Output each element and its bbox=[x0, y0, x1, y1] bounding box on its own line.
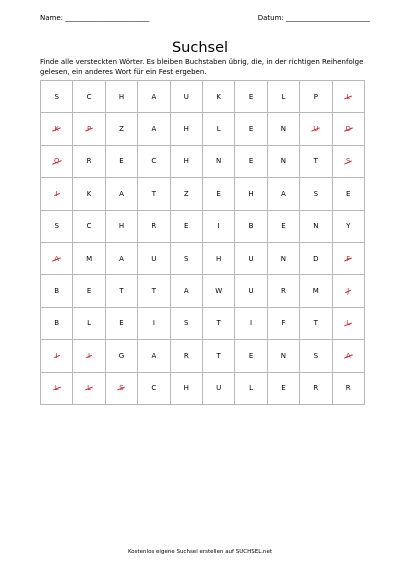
marked-letter: I bbox=[88, 351, 91, 360]
grid-letter: H bbox=[183, 157, 189, 166]
grid-cell bbox=[105, 340, 137, 372]
grid-cell bbox=[267, 242, 299, 274]
grid-cell bbox=[105, 145, 137, 177]
grid-letter: I bbox=[250, 319, 253, 328]
grid-cell bbox=[235, 178, 267, 210]
grid-cell bbox=[170, 242, 202, 274]
grid-letter: Z bbox=[119, 125, 124, 134]
grid-cell bbox=[73, 210, 105, 242]
grid-cell bbox=[73, 372, 105, 404]
grid-cell bbox=[332, 242, 364, 274]
grid-letter: E bbox=[345, 189, 351, 198]
grid-cell bbox=[235, 81, 267, 113]
grid-letter: A bbox=[151, 351, 157, 360]
grid-letter: F bbox=[281, 319, 286, 328]
grid-row bbox=[41, 178, 365, 210]
grid-cell bbox=[235, 113, 267, 145]
grid-row bbox=[41, 242, 365, 274]
grid-cell bbox=[105, 307, 137, 339]
marked-letter: A bbox=[54, 254, 60, 263]
grid-cell bbox=[332, 81, 364, 113]
grid-letter: E bbox=[216, 189, 221, 198]
grid-letter: S bbox=[54, 222, 59, 231]
grid-cell bbox=[267, 178, 299, 210]
grid-cell bbox=[235, 275, 267, 307]
grid-cell bbox=[41, 81, 73, 113]
grid-cell bbox=[300, 307, 332, 339]
grid-letter: K bbox=[86, 189, 92, 198]
grid-letter: E bbox=[86, 287, 92, 296]
grid-letter: T bbox=[151, 287, 156, 296]
grid-letter: L bbox=[281, 92, 286, 101]
grid-letter: N bbox=[280, 254, 287, 263]
grid-cell bbox=[41, 242, 73, 274]
grid-cell bbox=[73, 340, 105, 372]
grid-cell bbox=[170, 372, 202, 404]
footer-text: Kostenlos eigene Suchsel erstellen auf SUCHSEL.net bbox=[127, 549, 273, 555]
grid-cell bbox=[267, 307, 299, 339]
marked-letter: I bbox=[55, 351, 58, 360]
grid-cell bbox=[138, 275, 170, 307]
grid-cell bbox=[332, 178, 364, 210]
grid-cell bbox=[170, 178, 202, 210]
grid-cell bbox=[202, 340, 234, 372]
grid-cell bbox=[41, 340, 73, 372]
grid-cell bbox=[73, 307, 105, 339]
grid-cell bbox=[73, 145, 105, 177]
grid-cell bbox=[138, 372, 170, 404]
grid-cell bbox=[300, 340, 332, 372]
grid-cell bbox=[202, 372, 234, 404]
grid-letter: T bbox=[313, 319, 318, 328]
grid-letter: C bbox=[86, 92, 92, 101]
grid-letter: T bbox=[313, 157, 318, 166]
grid-letter: Y bbox=[346, 222, 351, 231]
marked-letter: S bbox=[345, 157, 351, 166]
grid-letter: E bbox=[248, 125, 254, 134]
date-field-label: Datum: ________________________ bbox=[257, 14, 370, 22]
grid-cell bbox=[202, 178, 234, 210]
grid-cell bbox=[332, 210, 364, 242]
grid-cell bbox=[41, 113, 73, 145]
grid-cell bbox=[267, 340, 299, 372]
grid-cell bbox=[332, 113, 364, 145]
grid-cell bbox=[73, 242, 105, 274]
grid-cell bbox=[41, 145, 73, 177]
grid-cell bbox=[267, 372, 299, 404]
grid-letter: H bbox=[183, 125, 189, 134]
grid-letter: H bbox=[118, 92, 125, 101]
grid-cell bbox=[300, 210, 332, 242]
grid-row bbox=[41, 340, 365, 372]
grid-cell bbox=[105, 242, 137, 274]
grid-row bbox=[41, 275, 365, 307]
grid-cell bbox=[235, 210, 267, 242]
grid-letter: D bbox=[313, 254, 319, 263]
grid-letter: E bbox=[248, 92, 254, 101]
marked-letter: A bbox=[345, 351, 351, 360]
grid-letter: U bbox=[248, 287, 254, 296]
marked-letter: K bbox=[54, 125, 59, 134]
marked-letter: Q bbox=[53, 157, 60, 166]
word-search-grid bbox=[40, 80, 365, 405]
marked-letter: I bbox=[55, 189, 58, 198]
grid-letter: U bbox=[216, 384, 222, 393]
grid-cell bbox=[332, 275, 364, 307]
grid-letter: L bbox=[87, 319, 92, 328]
grid-cell bbox=[202, 81, 234, 113]
grid-cell bbox=[73, 178, 105, 210]
grid-cell bbox=[202, 307, 234, 339]
grid-cell bbox=[202, 113, 234, 145]
grid-cell bbox=[202, 145, 234, 177]
grid-cell bbox=[170, 307, 202, 339]
grid-cell bbox=[300, 242, 332, 274]
grid-cell bbox=[332, 145, 364, 177]
grid-row bbox=[41, 210, 365, 242]
marked-letter: L bbox=[87, 384, 92, 393]
grid-letter: R bbox=[151, 222, 157, 231]
grid-letter: A bbox=[119, 254, 124, 263]
instructions-text: Finde alle versteckten Wörter. Es bleiben Buchstaben übrig, die, in der richtigen Reihenfolge gelesen, ein anderes Wort für ein Fest ergeben. bbox=[40, 58, 364, 76]
marked-letter: S bbox=[119, 384, 124, 393]
grid-letter: I bbox=[217, 222, 220, 231]
page-title: Suchsel bbox=[171, 40, 229, 56]
grid-letter: L bbox=[249, 384, 253, 393]
grid-letter: R bbox=[345, 384, 351, 393]
grid-letter: W bbox=[215, 287, 223, 296]
grid-cell bbox=[41, 178, 73, 210]
grid-cell bbox=[73, 81, 105, 113]
marked-letter: D bbox=[345, 125, 351, 134]
grid-cell bbox=[300, 372, 332, 404]
grid-letter: S bbox=[184, 319, 189, 328]
grid-cell bbox=[138, 242, 170, 274]
grid-cell bbox=[138, 178, 170, 210]
grid-cell bbox=[138, 113, 170, 145]
grid-letter: E bbox=[184, 222, 189, 231]
grid-letter: L bbox=[216, 125, 221, 134]
grid-cell bbox=[170, 275, 202, 307]
grid-cell bbox=[332, 340, 364, 372]
grid-cell bbox=[267, 113, 299, 145]
grid-cell bbox=[332, 372, 364, 404]
grid-letter: R bbox=[183, 351, 189, 360]
grid-letter: S bbox=[54, 92, 59, 101]
grid-cell bbox=[267, 145, 299, 177]
grid-letter: M bbox=[312, 287, 319, 296]
grid-letter: H bbox=[118, 222, 125, 231]
grid-letter: C bbox=[86, 222, 92, 231]
grid-cell bbox=[73, 113, 105, 145]
grid-cell bbox=[41, 210, 73, 242]
grid-cell bbox=[300, 145, 332, 177]
grid-letter: S bbox=[313, 189, 319, 198]
grid-cell bbox=[138, 340, 170, 372]
grid-letter: U bbox=[248, 254, 254, 263]
marked-letter: P bbox=[86, 125, 92, 134]
grid-cell bbox=[105, 178, 137, 210]
grid-cell bbox=[170, 145, 202, 177]
grid-cell bbox=[300, 275, 332, 307]
grid-letter: T bbox=[151, 189, 156, 198]
grid-cell bbox=[138, 81, 170, 113]
grid-cell bbox=[105, 210, 137, 242]
grid-letter: M bbox=[86, 254, 93, 263]
grid-cell bbox=[73, 275, 105, 307]
grid-letter: N bbox=[280, 125, 287, 134]
grid-letter: A bbox=[183, 287, 189, 296]
grid-letter: S bbox=[184, 254, 189, 263]
grid-cell bbox=[41, 307, 73, 339]
grid-cell bbox=[235, 242, 267, 274]
grid-letter: T bbox=[119, 287, 124, 296]
grid-cell bbox=[300, 113, 332, 145]
grid-cell bbox=[105, 81, 137, 113]
grid-letter: I bbox=[152, 319, 155, 328]
grid-row bbox=[41, 81, 365, 113]
grid-letter: E bbox=[119, 157, 124, 166]
grid-letter: N bbox=[313, 222, 319, 231]
grid-letter: R bbox=[313, 384, 319, 393]
grid-cell bbox=[138, 210, 170, 242]
grid-cell bbox=[170, 340, 202, 372]
grid-letter: B bbox=[54, 319, 60, 328]
grid-letter: R bbox=[280, 287, 286, 296]
grid-cell bbox=[41, 372, 73, 404]
grid-letter: Z bbox=[183, 189, 189, 198]
grid-cell bbox=[202, 210, 234, 242]
grid-letter: A bbox=[151, 125, 157, 134]
grid-letter: H bbox=[216, 254, 222, 263]
grid-row bbox=[41, 307, 365, 339]
grid-letter: C bbox=[151, 157, 157, 166]
grid-cell bbox=[267, 275, 299, 307]
grid-cell bbox=[105, 275, 137, 307]
marked-letter: L bbox=[346, 319, 351, 328]
grid-cell bbox=[138, 307, 170, 339]
grid-cell bbox=[138, 145, 170, 177]
grid-cell bbox=[300, 81, 332, 113]
grid-letter: A bbox=[119, 189, 124, 198]
grid-letter: T bbox=[216, 351, 221, 360]
grid-cell bbox=[235, 145, 267, 177]
grid-letter: T bbox=[216, 319, 221, 328]
grid-letter: E bbox=[248, 157, 254, 166]
grid-letter: C bbox=[151, 384, 157, 393]
grid-cell bbox=[235, 372, 267, 404]
grid-row bbox=[41, 113, 365, 145]
grid-cell bbox=[267, 210, 299, 242]
grid-cell bbox=[332, 307, 364, 339]
marked-letter: L bbox=[346, 92, 351, 101]
grid-letter: H bbox=[183, 384, 189, 393]
grid-letter: A bbox=[281, 189, 286, 198]
grid-letter: B bbox=[248, 222, 254, 231]
grid-letter: G bbox=[118, 351, 125, 360]
grid-cell bbox=[170, 113, 202, 145]
grid-letter: U bbox=[151, 254, 157, 263]
grid-letter: B bbox=[54, 287, 60, 296]
grid-letter: N bbox=[280, 351, 287, 360]
grid-cell bbox=[267, 81, 299, 113]
grid-letter: E bbox=[281, 384, 286, 393]
grid-row bbox=[41, 372, 365, 404]
grid-letter: H bbox=[248, 189, 254, 198]
grid-letter: U bbox=[183, 92, 189, 101]
grid-letter: K bbox=[216, 92, 221, 101]
grid-cell bbox=[170, 210, 202, 242]
marked-letter: J bbox=[347, 287, 350, 296]
marked-letter: L bbox=[54, 384, 59, 393]
grid-cell bbox=[235, 340, 267, 372]
name-field-label: Name: ________________________ bbox=[40, 14, 150, 22]
grid-letter: E bbox=[248, 351, 254, 360]
grid-row bbox=[41, 145, 365, 177]
grid-cell bbox=[235, 307, 267, 339]
grid-letter: N bbox=[280, 157, 287, 166]
grid-cell bbox=[202, 275, 234, 307]
grid-letter: A bbox=[151, 92, 157, 101]
grid-letter: S bbox=[313, 351, 319, 360]
grid-letter: R bbox=[86, 157, 92, 166]
grid-cell bbox=[41, 275, 73, 307]
grid-letter: P bbox=[313, 92, 318, 101]
marked-letter: U bbox=[313, 125, 319, 134]
grid-cell bbox=[202, 242, 234, 274]
marked-letter: F bbox=[346, 254, 351, 263]
grid-cell bbox=[300, 178, 332, 210]
grid-letter: N bbox=[216, 157, 222, 166]
grid-letter: E bbox=[119, 319, 124, 328]
header-line bbox=[40, 14, 370, 28]
grid-cell bbox=[105, 372, 137, 404]
grid-cell bbox=[105, 113, 137, 145]
grid-cell bbox=[170, 81, 202, 113]
grid-letter: E bbox=[281, 222, 286, 231]
